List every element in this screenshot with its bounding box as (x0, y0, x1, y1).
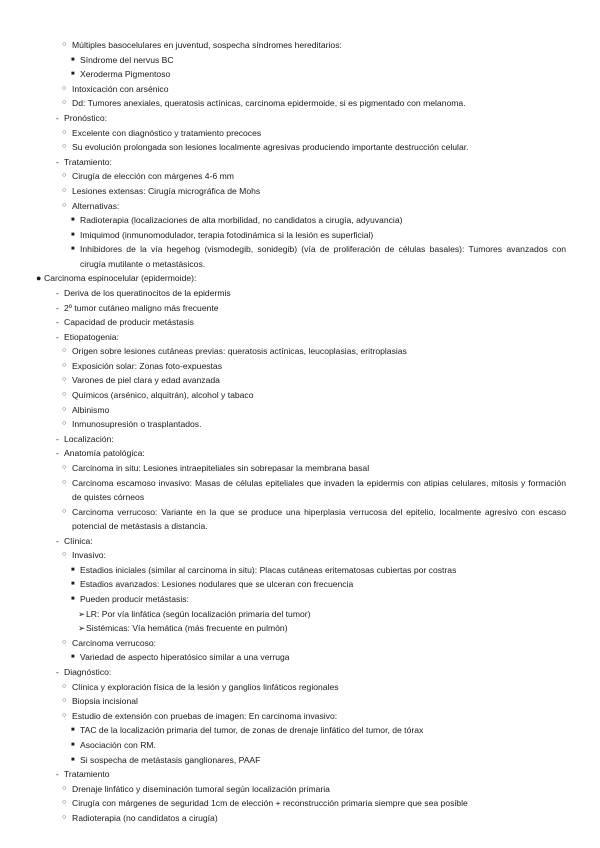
list-item-text: Carcinoma verrucoso: (72, 637, 157, 648)
list-item (0, 140, 600, 155)
list-item (0, 461, 600, 476)
list-item (0, 680, 600, 695)
square-bullet-icon: ■ (71, 71, 75, 78)
list-item-text: Cirugía de elección con márgenes 4-6 mm (72, 171, 234, 182)
list-item-text: Albinismo (72, 404, 110, 415)
list-item-text: Inhibidores de la vía hegehog (vismodegib, sonidegib) (vía de proliferación de células basales): Tumores avanzados con cirugía mutilante o metastásicos. (80, 244, 566, 269)
list-item (0, 694, 600, 709)
circle-bullet-icon: ○ (62, 638, 67, 646)
circle-bullet-icon: ○ (62, 420, 67, 428)
list-item-text: Sistémicas: Vía hemática (más frecuente en pulmón) (86, 623, 288, 634)
list-item (0, 67, 600, 82)
dash-icon: - (56, 769, 59, 780)
circle-bullet-icon: ○ (62, 551, 67, 559)
dash-icon: - (56, 433, 59, 444)
square-bullet-icon: ■ (71, 56, 75, 63)
circle-bullet-icon: ○ (62, 99, 67, 107)
list-item (0, 723, 600, 738)
list-item (0, 811, 600, 826)
list-item (0, 315, 600, 330)
circle-bullet-icon: ○ (62, 376, 67, 384)
list-item (0, 417, 600, 432)
list-item-text: Radioterapia (localizaciones de alta morbilidad, no candidatos a cirugía, adyuvancia) (80, 215, 403, 226)
circle-bullet-icon: ○ (62, 799, 67, 807)
document-body (0, 38, 600, 826)
list-item (0, 505, 600, 534)
list-item-text: Imiquimod (inmunomodulador, terapia fotodinámica si la lesión es superficial) (80, 229, 374, 240)
circle-bullet-icon: ○ (62, 186, 67, 194)
list-item (0, 796, 600, 811)
dash-icon: - (56, 112, 59, 123)
circle-bullet-icon: ○ (62, 711, 67, 719)
list-item-text: Xeroderma Pigmentoso (80, 69, 171, 80)
list-item-text: Múltiples basocelulares en juventud, sospecha síndromes hereditarios: (72, 40, 342, 50)
list-item (0, 767, 600, 782)
list-item-text: Inmunosupresión o trasplantados. (72, 419, 202, 430)
square-bullet-icon: ■ (71, 741, 75, 748)
list-item-text: Estadios iniciales (similar al carcinoma in situ): Placas cutáneas eritematosas cubiertas por costras (80, 564, 457, 575)
list-item-text: Tratamiento: (64, 156, 112, 167)
list-item-text: Carcinoma in situ: Lesiones intraepiteliales sin sobrepasar la membrana basal (72, 463, 370, 474)
list-item-text: Su evolución prolongada son lesiones localmente agresivas produciendo importante destrucción celular. (72, 142, 469, 153)
circle-bullet-icon: ○ (62, 391, 67, 399)
list-item-text: Lesiones extensas: Cirugía micrográfica de Mohs (72, 185, 261, 196)
list-item-text: Dd: Tumores anexiales, queratosis actínicas, carcinoma epidermoide, si es pigmentado con melanoma. (72, 98, 466, 109)
list-item-text: Alternativas: (72, 200, 120, 211)
list-item-text: Localización: (64, 433, 114, 444)
list-item-text: Anatomía patológica: (64, 448, 145, 459)
list-item-text: Radioterapia (no candidatos a cirugía) (72, 812, 218, 823)
list-item (0, 330, 600, 345)
list-item (0, 782, 600, 797)
dash-icon: - (56, 331, 59, 342)
dash-icon: - (56, 287, 59, 298)
list-item-text: Deriva de los queratinocitos de la epidermis (64, 287, 231, 298)
circle-bullet-icon: ○ (62, 128, 67, 136)
circle-bullet-icon: ○ (62, 507, 67, 515)
circle-bullet-icon: ○ (62, 697, 67, 705)
list-item-text: Invasivo: (72, 550, 106, 561)
list-item (0, 709, 600, 724)
square-bullet-icon: ■ (71, 654, 75, 661)
list-item-text: Drenaje linfático y diseminación tumoral según localización primaria (72, 783, 330, 794)
list-item (0, 753, 600, 768)
list-item (0, 592, 600, 607)
list-item (0, 344, 600, 359)
dash-icon: - (56, 317, 59, 328)
list-item (0, 359, 600, 374)
list-item (0, 607, 600, 622)
list-item-text: Capacidad de producir metástasis (64, 317, 194, 328)
dash-icon: - (56, 448, 59, 459)
arrow-bullet-icon: ➢ (78, 623, 86, 634)
list-item (0, 665, 600, 680)
list-item (0, 621, 600, 636)
list-item (0, 636, 600, 651)
list-item (0, 271, 600, 286)
list-item-text: Asociación con RM. (80, 739, 156, 750)
list-item (0, 577, 600, 592)
arrow-bullet-icon: ➢ (78, 608, 86, 619)
list-item (0, 738, 600, 753)
bullet-icon: ● (36, 273, 42, 284)
list-item (0, 184, 600, 199)
square-bullet-icon: ■ (71, 217, 75, 224)
square-bullet-icon: ■ (71, 231, 75, 238)
list-item-text: Diagnóstico: (64, 666, 112, 677)
list-item-text: Etiopatogenia: (64, 331, 119, 342)
dash-icon: - (56, 666, 59, 677)
circle-bullet-icon: ○ (62, 201, 67, 209)
square-bullet-icon: ■ (71, 581, 75, 588)
list-item-text: Cirugía con márgenes de seguridad 1cm de elección + reconstrucción primaria siempre que sea posible (72, 798, 468, 809)
list-item (0, 53, 600, 68)
list-item (0, 446, 600, 461)
list-item-text: Síndrome del nervus BC (80, 54, 174, 65)
list-item-text: Intoxicación con arsénico (72, 83, 169, 94)
list-item-text: Estudio de extensión con pruebas de imagen: En carcinoma invasivo: (72, 710, 338, 721)
circle-bullet-icon: ○ (62, 813, 67, 821)
dash-icon: - (56, 302, 59, 313)
list-item-text: TAC de la localización primaria del tumor, de zonas de drenaje linfático del tumor, de tórax (80, 725, 424, 736)
square-bullet-icon: ■ (71, 246, 75, 253)
square-bullet-icon: ■ (71, 727, 75, 734)
list-item-text: Clínica: (64, 535, 93, 546)
circle-bullet-icon: ○ (62, 347, 67, 355)
list-item-text: Pueden producir metástasis: (80, 594, 189, 604)
list-item-text: Químicos (arsénico, alquitrán), alcohol y tabaco (72, 390, 254, 401)
list-item (0, 38, 600, 53)
circle-bullet-icon: ○ (62, 405, 67, 413)
list-item (0, 548, 600, 563)
list-item (0, 650, 600, 665)
list-item (0, 213, 600, 228)
circle-bullet-icon: ○ (62, 361, 67, 369)
circle-bullet-icon: ○ (62, 84, 67, 92)
list-item (0, 155, 600, 170)
list-item (0, 563, 600, 578)
square-bullet-icon: ■ (71, 756, 75, 763)
list-item (0, 301, 600, 316)
list-item (0, 242, 600, 271)
list-item (0, 388, 600, 403)
list-item-text: Tratamiento (64, 769, 110, 780)
list-item-text: Origen sobre lesiones cutáneas previas: queratosis actínicas, leucoplasias, eritroplasias (72, 346, 407, 357)
list-item-text: Varones de piel clara y edad avanzada (72, 375, 220, 386)
list-item (0, 96, 600, 111)
list-item-text: Si sospecha de metástasis ganglionares, PAAF (80, 754, 261, 765)
circle-bullet-icon: ○ (62, 143, 67, 151)
list-item-text: Carcinoma verrucoso: Variante en la que se produce una hiperplasia verrucosa del epitelio, localmente agresivo con escaso potencial de metástasis a distancia. (72, 506, 566, 532)
square-bullet-icon: ■ (71, 566, 75, 573)
list-item-text: Exposición solar: Zonas foto-expuestas (72, 360, 222, 371)
dash-icon: - (56, 535, 59, 546)
list-item (0, 534, 600, 549)
list-item (0, 111, 600, 126)
list-item (0, 476, 600, 505)
list-item-text: Clínica y exploración física de la lesión y ganglios linfáticos regionales (72, 681, 339, 692)
list-item (0, 403, 600, 418)
list-item (0, 169, 600, 184)
list-item (0, 126, 600, 141)
list-item (0, 228, 600, 243)
dash-icon: - (56, 156, 59, 167)
list-item-text: Carcinoma escamoso invasivo: Masas de células epiteliales que invaden la epidermis con atipias celulares, mitosis y formación de quistes córneos (72, 477, 566, 503)
list-item-text: Estadios avanzados: Lesiones nodulares que se ulceran con frecuencia (80, 579, 354, 590)
square-bullet-icon: ■ (71, 596, 75, 602)
list-item (0, 82, 600, 97)
circle-bullet-icon: ○ (62, 172, 67, 180)
list-item-text: Biopsia incisional (72, 696, 138, 707)
list-item-text: Carcinoma espinocelular (epidermoide): (44, 273, 197, 284)
circle-bullet-icon: ○ (62, 478, 67, 486)
list-item-text: Variedad de aspecto hiperatósico similar a una verruga (80, 652, 290, 663)
list-item-text: Pronóstico: (64, 112, 107, 123)
list-item-text: 2º tumor cutáneo maligno más frecuente (64, 302, 219, 313)
circle-bullet-icon: ○ (62, 784, 67, 792)
list-item (0, 373, 600, 388)
list-item-text: Excelente con diagnóstico y tratamiento precoces (72, 127, 262, 138)
circle-bullet-icon: ○ (62, 682, 67, 690)
list-item (0, 286, 600, 301)
list-item-text: LR: Por vía linfática (según localización primaria del tumor) (86, 608, 311, 619)
list-item (0, 432, 600, 447)
list-item (0, 199, 600, 214)
circle-bullet-icon: ○ (62, 464, 67, 472)
circle-bullet-icon: ○ (62, 41, 67, 48)
